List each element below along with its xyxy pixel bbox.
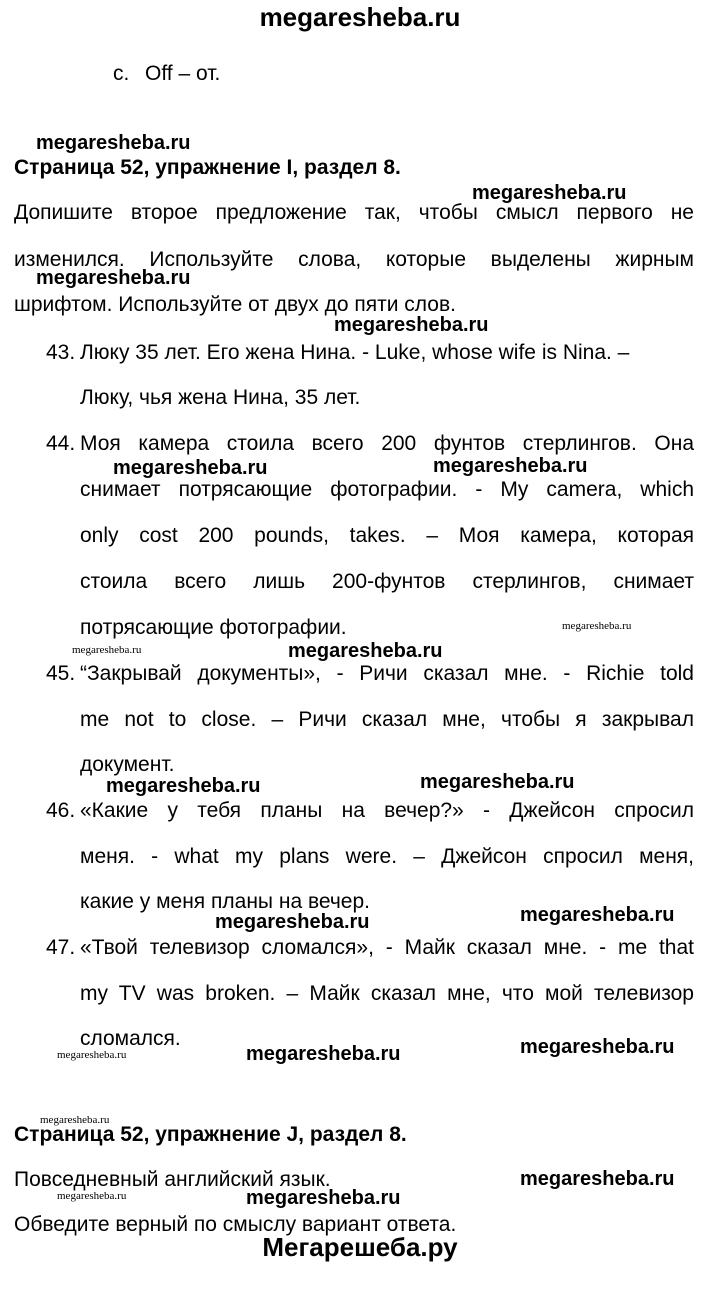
watermark: megaresheba.ru xyxy=(113,457,268,479)
watermark: megaresheba.ru xyxy=(36,132,191,154)
exercise-47-line-1: «Твой телевизор сломался», - Майк сказал мне. - me that xyxy=(80,936,694,959)
exercise-43-number: 43. xyxy=(46,341,76,364)
section-j-line-1: Повседневный английский язык. xyxy=(14,1168,331,1191)
watermark: megaresheba.ru xyxy=(246,1187,401,1209)
watermark: megaresheba.ru xyxy=(106,775,261,797)
watermark: megaresheba.ru xyxy=(520,1168,675,1190)
section-j-line-2: Обведите верный по смыслу вариант ответа. xyxy=(14,1213,457,1236)
section-heading-i: Страница 52, упражнение I, раздел 8. xyxy=(14,156,401,179)
exercise-44-line-3: only cost 200 pounds, takes. – Моя камера, которая xyxy=(80,524,694,547)
instruction-line-1: Допишите второе предложение так, чтобы смысл первого не xyxy=(14,201,694,224)
exercise-47-number: 47. xyxy=(46,936,76,959)
exercise-46-line-3: какие у меня планы на вечер. xyxy=(80,890,370,913)
watermark: megaresheba.ru xyxy=(472,182,627,204)
exercise-45-line-1: “Закрывай документы», - Ричи сказал мне. - Richie told xyxy=(80,662,694,685)
exercise-47-line-3: сломался. xyxy=(80,1027,181,1050)
site-title-bottom: Мегарешеба.ру xyxy=(262,1232,458,1262)
watermark: megaresheba.ru xyxy=(215,911,370,933)
exercise-46-line-2: меня. - what my plans were. – Джейсон спросил меня, xyxy=(80,845,694,868)
watermark: megaresheba.ru xyxy=(57,1190,127,1202)
exercise-44-line-4: стоила всего лишь 200-фунтов стерлингов, снимает xyxy=(80,570,694,593)
watermark: megaresheba.ru xyxy=(520,1036,675,1058)
exercise-45-number: 45. xyxy=(46,662,76,685)
watermark: megaresheba.ru xyxy=(420,771,575,793)
watermark: megaresheba.ru xyxy=(72,644,142,656)
item-c-label: c. xyxy=(113,62,130,85)
exercise-46-number: 46. xyxy=(46,799,76,822)
watermark: megaresheba.ru xyxy=(520,904,675,926)
watermark: megaresheba.ru xyxy=(433,455,588,477)
watermark: megaresheba.ru xyxy=(288,640,443,662)
watermark: megaresheba.ru xyxy=(246,1043,401,1065)
watermark: megaresheba.ru xyxy=(36,267,191,289)
exercise-45-line-2: me not to close. – Ричи сказал мне, чтобы я закрывал xyxy=(80,708,694,731)
exercise-47-line-2: my TV was broken. – Майк сказал мне, что мой телевизор xyxy=(80,982,694,1005)
watermark: megaresheba.ru xyxy=(57,1049,127,1061)
exercise-45-line-3: документ. xyxy=(80,753,175,776)
watermark: megaresheba.ru xyxy=(562,620,632,632)
watermark: megaresheba.ru xyxy=(334,314,489,336)
section-heading-j: Страница 52, упражнение J, раздел 8. xyxy=(14,1123,407,1146)
exercise-43-line-2: Люку, чья жена Нина, 35 лет. xyxy=(80,386,361,409)
instruction-line-3: шрифтом. Используйте от двух до пяти слов. xyxy=(14,293,456,316)
exercise-44-line-5: потрясающие фотографии. xyxy=(80,616,347,639)
exercise-44-line-2: снимает потрясающие фотографии. - My camera, which xyxy=(80,478,694,501)
instruction-line-2: изменился. Используйте слова, которые выделены жирным xyxy=(14,248,694,271)
watermark: megaresheba.ru xyxy=(40,1114,110,1126)
item-c-text: Off – от. xyxy=(145,62,221,85)
exercise-46-line-1: «Какие у тебя планы на вечер?» - Джейсон спросил xyxy=(80,799,694,822)
exercise-44-number: 44. xyxy=(46,432,76,455)
site-title-top: megaresheba.ru xyxy=(259,2,461,32)
exercise-43-line-1: Люку 35 лет. Его жена Нина. - Luke, whose wife is Nina. – xyxy=(80,341,630,364)
exercise-44-line-1: Моя камера стоила всего 200 фунтов стерлингов. Она xyxy=(80,432,694,455)
